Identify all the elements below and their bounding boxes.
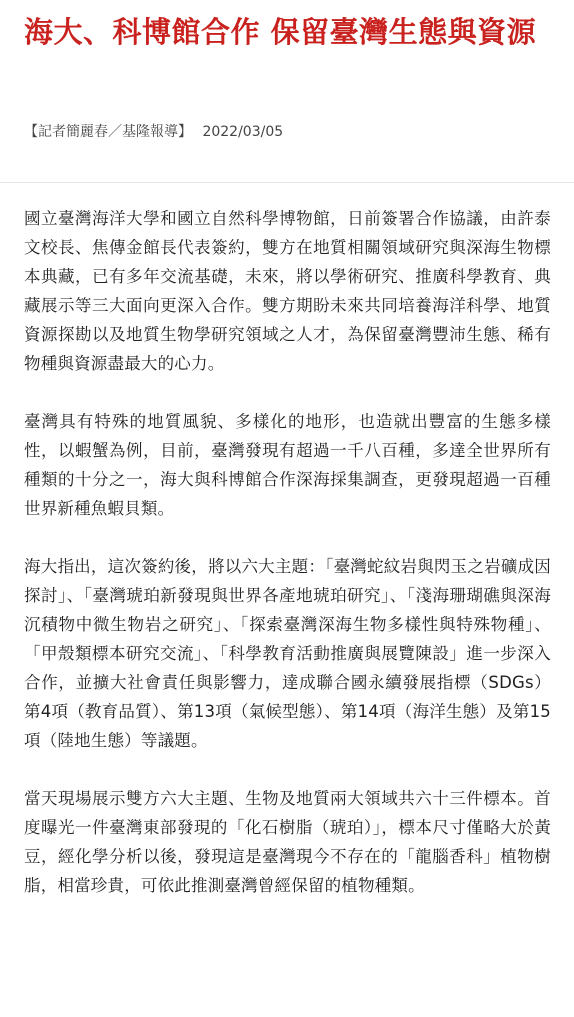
article-body	[24, 204, 551, 929]
publish-date: 2022/03/05	[202, 124, 284, 140]
article-paragraph: 當天現場展示雙方六大主題、生物及地質兩大領域共六十三件標本。首度曝光一件臺灣東部發現的「化石樹脂（琥珀）」，標本尺寸僅略大於黃豆，經化學分析以後，發現這是臺灣現今不存在的「龍腦香科」植物樹脂，相當珍貴，可依此推測臺灣曾經保留的植物種類。	[24, 789, 551, 895]
article-paragraph: 臺灣具有特殊的地質風貌、多樣化的地形，也造就出豐富的生態多樣性，以蝦蟹為例，目前，臺灣發現有超過一千八百種，多達全世界所有種類的十分之一，海大與科博館合作深海採集調查，更發現超過一百種世界新種魚蝦貝類。	[24, 412, 551, 518]
article-byline	[24, 121, 283, 143]
header-divider	[0, 182, 574, 183]
reporter-credit: 【記者簡麗春／基隆報導】	[24, 124, 192, 140]
article-paragraph: 海大指出，這次簽約後，將以六大主題：「臺灣蛇紋岩與閃玉之岩礦成因探討」、「臺灣琥珀新發現與世界各產地琥珀研究」、「淺海珊瑚礁與深海沉積物中微生物岩之研究」、「探索臺灣深海生物多樣性與特殊物種」、「甲殼類標本研究交流」、「科學教育活動推廣與展覽陳設」進一步深入合作，並擴大社會責任與影響力，達成聯合國永續發展指標（SDGs）第4項（教育品質）、第13項（氣候型態）、第14項（海洋生態）及第15項（陸地生態）等議題。	[24, 557, 551, 750]
article-paragraph: 國立臺灣海洋大學和國立自然科學博物館，日前簽署合作協議，由許泰文校長、焦傳金館長代表簽約，雙方在地質相關領域研究與深海生物標本典藏，已有多年交流基礎，未來，將以學術研究、推廣科學教育、典藏展示等三大面向更深入合作。雙方期盼未來共同培養海洋科學、地質資源探勘以及地質生物學研究領域之人才，為保留臺灣豐沛生態、稀有物種與資源盡最大的心力。	[24, 209, 551, 373]
article-title: 海大、科博館合作 保留臺灣生態與資源	[24, 15, 537, 49]
